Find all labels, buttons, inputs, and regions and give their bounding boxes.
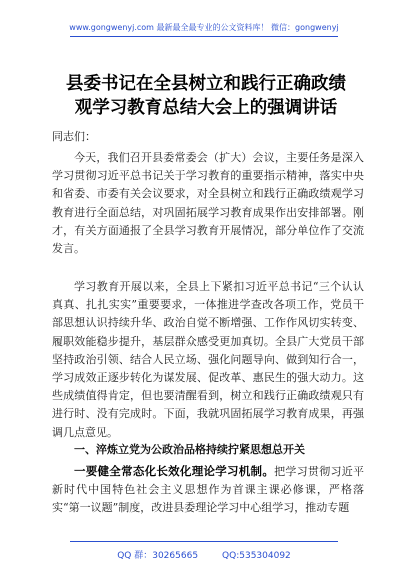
salutation: 同志们：: [52, 130, 96, 143]
site-footer-banner: [0, 548, 408, 561]
paragraph-2: 学习教育开展以来，全县上下紧扣习近平总书记“三个认认真真、扎扎实实”重要要求，一体推进学查改各项工作，党员干部思想认识持续升华、政治自觉不断增强、工作作风切实转变、履职效能稳步提升，基层群众感受更加真切。全县广大党员干部坚持政治引领、结合人民立场、强化问题导向、做到知行合一，学习成效正逐步转化为谋发展、促改革、惠民生的强大动力。这些成绩值得肯定，但也要清醒看到，树立和践行正确政绩观只有进行时、没有完成时。下面，我就巩固拓展学习教育成果，再强调几点意见。: [52, 280, 364, 439]
header-divider: [70, 36, 338, 37]
site-header-banner: www.gongwenyj.com 最新最全最专业的公文资料库！ 微信：gongwenyj: [69, 23, 339, 32]
paragraph-3: [52, 462, 364, 518]
paragraph-1: 今天，我们召开县委常委会（扩大）会议，主要任务是深入学习贯彻习近平总书记关于学习教育的重要指示精神，落实中央和省委、市委有关会议要求，对全县树立和践行正确政绩观学习教育进行全面总结，对巩固拓展学习教育成果作出安排部署。刚才，有关方面通报了全县学习教育开展情况，部分单位作了交流发言。: [52, 151, 364, 256]
section-heading-1: 一、淬炼立党为公政治品格持续拧紧思想总开关: [74, 443, 305, 456]
paragraph-3-lead: 一要健全常态化长效化理论学习机制。: [74, 464, 275, 478]
qq-text: QQ:535304092: [222, 551, 291, 561]
document-title: 县委书记在全县树立和践行正确政绩观学习教育总结大会上的强调讲话: [66, 74, 346, 118]
paragraph-3-text: 把学习贯彻习近平新时代中国特色社会主义思想作为首课主课必修课，严格落实“第一议题”制度，改进县委理论学习中心组学习，推动专题: [52, 465, 365, 515]
qq-group-text: QQ 群：30265665: [117, 551, 199, 561]
footer-divider: [70, 541, 338, 542]
